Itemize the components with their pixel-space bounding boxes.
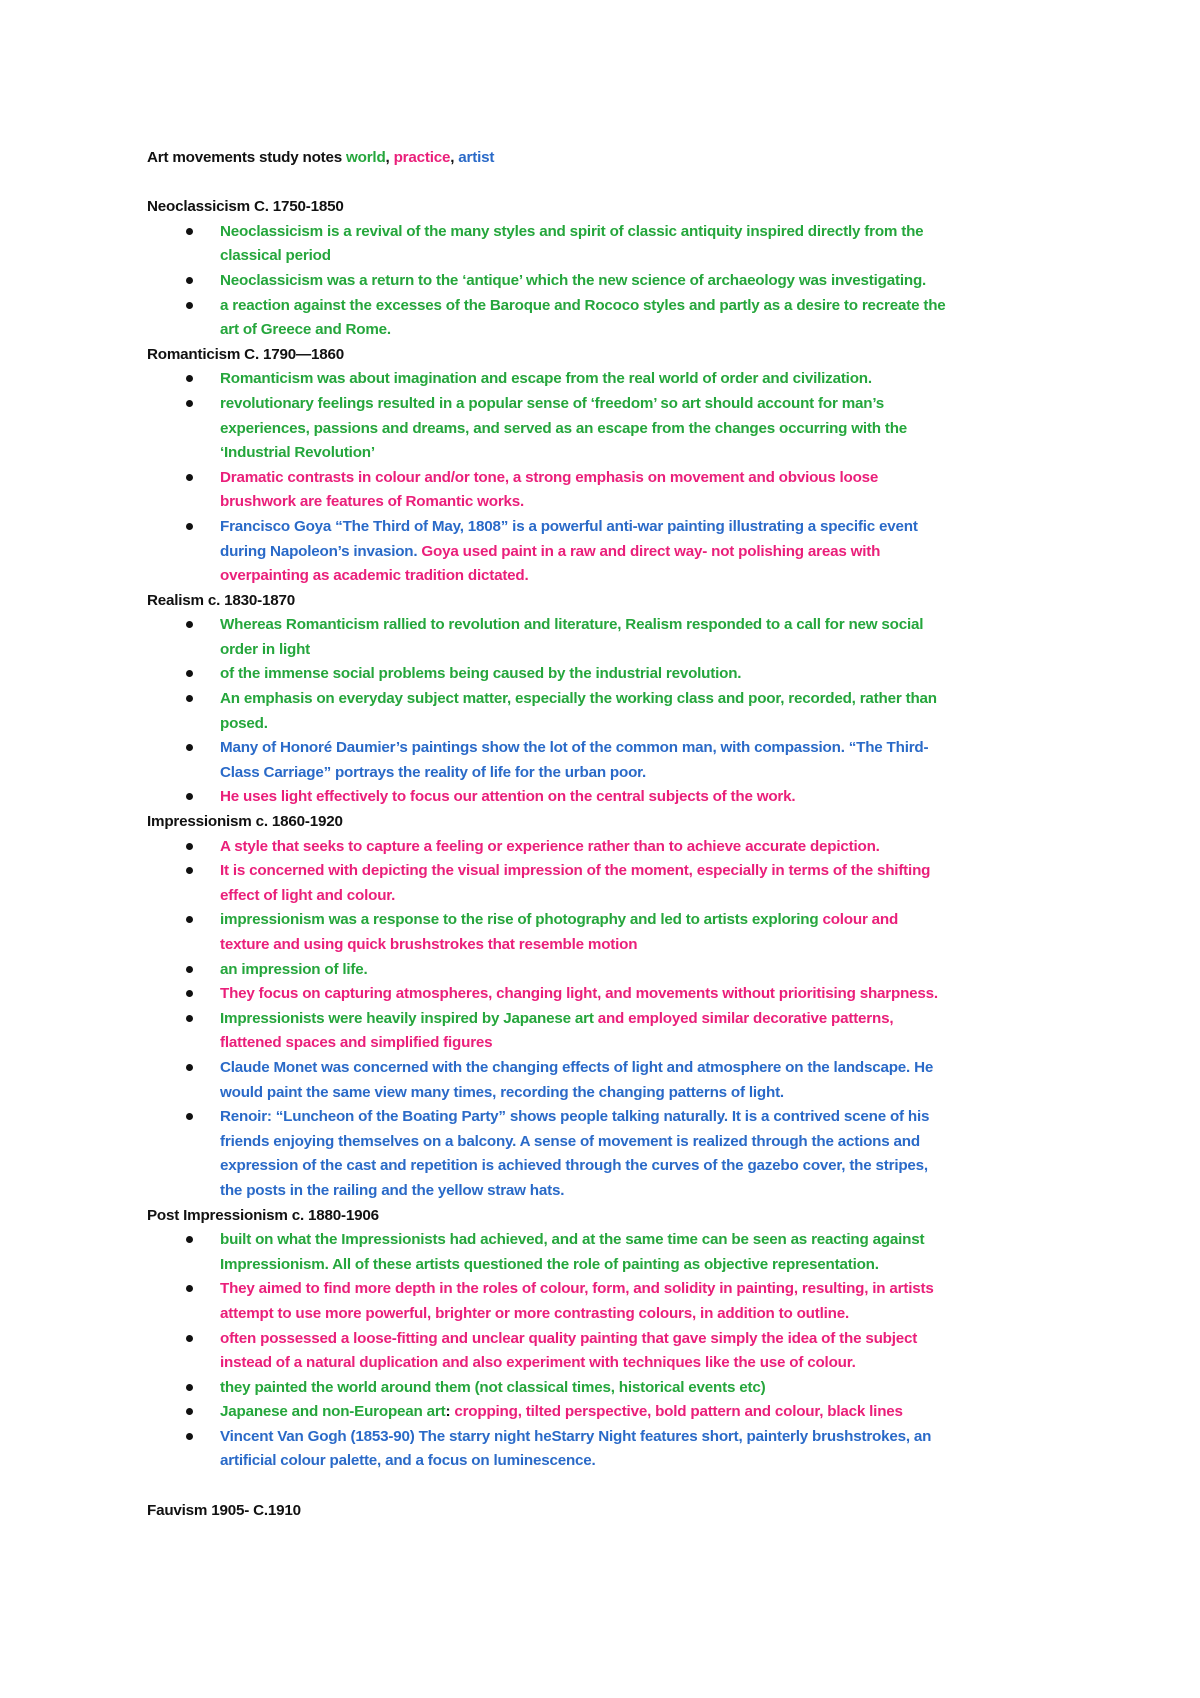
text-line xyxy=(220,1351,1077,1376)
text-segment: art of Greece and Rome. xyxy=(220,321,391,339)
bullet-icon xyxy=(186,1064,193,1071)
text-segment: revolutionary feelings resulted in a popular sense of ‘freedom’ so art should account for man’s xyxy=(220,394,885,412)
text-segment: Impressionists were heavily inspired by Japanese art xyxy=(220,1009,598,1027)
text-line xyxy=(220,1449,1077,1474)
bullet-icon xyxy=(186,277,193,284)
spacer xyxy=(147,171,1077,196)
text-segment: friends enjoying themselves on a balcony. A sense of movement is realized through the actions and xyxy=(220,1132,920,1150)
bullet-icon xyxy=(186,744,193,751)
text-line xyxy=(220,367,1077,392)
text-line xyxy=(220,933,1077,958)
text-line xyxy=(220,294,1077,319)
text-segment: : xyxy=(445,1403,455,1421)
text-segment: They aimed to find more depth in the roles of colour, form, and solidity in painting, resulting, in artists xyxy=(220,1280,934,1298)
spacer xyxy=(147,1474,1077,1499)
text-segment: A style that seeks to capture a feeling or experience rather than to achieve accurate depiction. xyxy=(220,837,880,855)
text-line xyxy=(220,982,1077,1007)
text-segment: colour and xyxy=(822,911,899,929)
text-segment: It is concerned with depicting the visual impression of the moment, especially in terms of the shifting xyxy=(220,862,931,880)
text-segment: experiences, passions and dreams, and served as an escape from the changes occurring with the xyxy=(220,419,908,437)
text-line xyxy=(220,1327,1077,1352)
text-segment: ‘Industrial Revolution’ xyxy=(220,444,375,462)
text-line xyxy=(220,244,1077,269)
title-text: Art movements study notes xyxy=(147,149,347,166)
text-segment: Whereas Romanticism rallied to revolution and literature, Realism responded to a call for new social xyxy=(220,616,924,634)
list-item xyxy=(147,613,1077,662)
title-separator: , xyxy=(450,149,459,166)
bullet-icon xyxy=(186,1384,193,1391)
list-item xyxy=(147,1228,1077,1277)
text-line xyxy=(220,712,1077,737)
text-line xyxy=(220,1376,1077,1401)
text-segment: An emphasis on everyday subject matter, especially the working class and poor, recorded, rather than xyxy=(220,690,937,708)
list-item xyxy=(147,1056,1077,1105)
section-heading: Neoclassicism C. 1750-1850 xyxy=(147,198,344,216)
bullet-icon xyxy=(186,793,193,800)
text-line xyxy=(220,1302,1077,1327)
text-segment: instead of a natural duplication and also experiment with techniques like the use of colour. xyxy=(220,1354,856,1372)
list-item xyxy=(147,662,1077,687)
bullet-icon xyxy=(186,916,193,923)
text-line xyxy=(220,687,1077,712)
list-item xyxy=(147,785,1077,810)
list-item xyxy=(147,736,1077,785)
legend-artist: artist xyxy=(458,149,495,166)
list-item xyxy=(147,958,1077,983)
bullet-icon xyxy=(186,1408,193,1415)
bullet-list xyxy=(147,613,1077,810)
bullet-icon xyxy=(186,228,193,235)
list-item xyxy=(147,1400,1077,1425)
bullet-icon xyxy=(186,990,193,997)
legend-world: world xyxy=(346,149,386,166)
text-segment: classical period xyxy=(220,247,331,265)
text-segment: They focus on capturing atmospheres, changing light, and movements without prioritising sharpness. xyxy=(220,985,938,1003)
text-segment: the posts in the railing and the yellow straw hats. xyxy=(220,1181,565,1199)
text-segment: Francisco Goya “The Third of May, 1808” is a powerful anti-war painting illustrating a specific event xyxy=(220,517,918,535)
text-line xyxy=(220,736,1077,761)
text-segment: Many of Honoré Daumier’s paintings show the lot of the common man, with compassion. “The Third- xyxy=(220,739,929,757)
list-item xyxy=(147,515,1077,589)
list-item xyxy=(147,1327,1077,1376)
title-separator: , xyxy=(385,149,394,166)
list-item xyxy=(147,835,1077,860)
text-segment: often possessed a loose-fitting and unclear quality painting that gave simply the idea of the subject xyxy=(220,1329,918,1347)
list-item xyxy=(147,367,1077,392)
text-segment: Impressionism. All of these artists questioned the role of painting as objective representation. xyxy=(220,1255,879,1273)
text-line xyxy=(220,392,1077,417)
section-heading: Impressionism c. 1860-1920 xyxy=(147,813,343,831)
text-line xyxy=(220,1007,1077,1032)
text-segment: Vincent Van Gogh (1853-90) The starry night heStarry Night features short, painterly brushstrokes, an xyxy=(220,1427,932,1445)
bullet-icon xyxy=(186,670,193,677)
text-line xyxy=(220,1253,1077,1278)
text-line xyxy=(220,441,1077,466)
text-segment: Neoclassicism is a revival of the many styles and spirit of classic antiquity inspired directly from the xyxy=(220,222,924,240)
bullet-icon xyxy=(186,474,193,481)
text-segment: Dramatic contrasts in colour and/or tone, a strong emphasis on movement and obvious loose xyxy=(220,468,879,486)
text-line xyxy=(220,466,1077,491)
text-segment: He uses light effectively to focus our attention on the central subjects of the work. xyxy=(220,788,796,806)
list-item xyxy=(147,1425,1077,1474)
text-segment: Goya used paint in a raw and direct way- not polishing areas with xyxy=(421,542,881,560)
text-line xyxy=(220,318,1077,343)
document-body xyxy=(147,146,1077,1523)
text-segment: artificial colour palette, and a focus on luminescence. xyxy=(220,1452,596,1470)
list-item xyxy=(147,220,1077,269)
bullet-icon xyxy=(186,1113,193,1120)
text-line xyxy=(220,1400,1077,1425)
list-item xyxy=(147,466,1077,515)
bullet-list xyxy=(147,220,1077,343)
text-segment: Claude Monet was concerned with the changing effects of light and atmosphere on the landscape. He xyxy=(220,1058,934,1076)
bullet-icon xyxy=(186,867,193,874)
text-line xyxy=(220,638,1077,663)
text-segment: of the immense social problems being caused by the industrial revolution. xyxy=(220,665,742,683)
text-line xyxy=(220,1154,1077,1179)
bullet-icon xyxy=(186,1285,193,1292)
sections-container xyxy=(147,195,1077,1474)
text-line xyxy=(220,785,1077,810)
list-item xyxy=(147,1376,1077,1401)
text-segment: Neoclassicism was a return to the ‘antique’ which the new science of archaeology was investigating. xyxy=(220,271,927,289)
list-item xyxy=(147,269,1077,294)
text-segment: posed. xyxy=(220,714,268,732)
bullet-icon xyxy=(186,302,193,309)
list-item xyxy=(147,392,1077,466)
text-line xyxy=(220,859,1077,884)
bullet-icon xyxy=(186,523,193,530)
document-title xyxy=(147,146,1077,171)
text-line xyxy=(220,490,1077,515)
text-line xyxy=(220,1105,1077,1130)
bullet-icon xyxy=(186,1433,193,1440)
text-line xyxy=(220,1081,1077,1106)
bullet-icon xyxy=(186,1335,193,1342)
text-segment: Romanticism was about imagination and escape from the real world of order and civilization. xyxy=(220,370,872,388)
bullet-icon xyxy=(186,843,193,850)
text-line xyxy=(220,1056,1077,1081)
bullet-list xyxy=(147,367,1077,588)
text-segment: impressionism was a response to the rise of photography and led to artists exploring xyxy=(220,911,823,929)
bullet-icon xyxy=(186,1236,193,1243)
bullet-icon xyxy=(186,400,193,407)
text-line xyxy=(220,515,1077,540)
bullet-list xyxy=(147,1228,1077,1474)
section-heading-fauvism: Fauvism 1905- C.1910 xyxy=(147,1501,301,1519)
text-line xyxy=(220,884,1077,909)
text-line xyxy=(220,958,1077,983)
list-item xyxy=(147,982,1077,1007)
text-segment: during Napoleon’s invasion. xyxy=(220,542,422,560)
text-segment: flattened spaces and simplified figures xyxy=(220,1034,493,1052)
text-segment: effect of light and colour. xyxy=(220,886,396,904)
text-line xyxy=(220,417,1077,442)
text-line xyxy=(220,1228,1077,1253)
text-segment: an impression of life. xyxy=(220,960,368,978)
legend-practice: practice xyxy=(393,149,451,166)
text-segment: attempt to use more powerful, brighter or more contrasting colours, in addition to outline. xyxy=(220,1304,849,1322)
bullet-icon xyxy=(186,966,193,973)
text-line xyxy=(220,540,1077,565)
text-line xyxy=(220,220,1077,245)
section-heading: Realism c. 1830-1870 xyxy=(147,591,295,609)
text-line xyxy=(220,908,1077,933)
text-segment: built on what the Impressionists had achieved, and at the same time can be seen as reacting against xyxy=(220,1231,925,1249)
text-segment: and employed similar decorative patterns, xyxy=(597,1009,894,1027)
text-segment: order in light xyxy=(220,640,311,658)
list-item xyxy=(147,687,1077,736)
bullet-icon xyxy=(186,621,193,628)
text-line xyxy=(220,1179,1077,1204)
text-segment: a reaction against the excesses of the Baroque and Rococo styles and partly as a desire to recreate the xyxy=(220,296,946,314)
section-heading: Romanticism C. 1790—1860 xyxy=(147,345,344,363)
text-segment: overpainting as academic tradition dictated. xyxy=(220,567,529,585)
text-line xyxy=(220,613,1077,638)
text-segment: Renoir: “Luncheon of the Boating Party” shows people talking naturally. It is a contrived scene of his xyxy=(220,1108,930,1126)
text-segment: they painted the world around them (not classical times, historical events etc) xyxy=(220,1378,766,1396)
text-line xyxy=(220,835,1077,860)
text-segment: brushwork are features of Romantic works. xyxy=(220,493,525,511)
bullet-icon xyxy=(186,1015,193,1022)
list-item xyxy=(147,1105,1077,1203)
list-item xyxy=(147,859,1077,908)
text-segment: Class Carriage” portrays the reality of life for the urban poor. xyxy=(220,763,647,781)
text-segment: texture and using quick brushstrokes that resemble motion xyxy=(220,936,638,953)
text-segment: Japanese and non-European art xyxy=(220,1403,446,1421)
list-item xyxy=(147,908,1077,957)
bullet-icon xyxy=(186,695,193,702)
list-item xyxy=(147,294,1077,343)
list-item xyxy=(147,1007,1077,1056)
text-segment: expression of the cast and repetition is achieved through the curves of the gazebo cover, the stripes, xyxy=(220,1157,928,1175)
text-line xyxy=(220,662,1077,687)
text-line xyxy=(220,564,1077,589)
text-segment: would paint the same view many times, recording the changing patterns of light. xyxy=(220,1083,784,1101)
text-line xyxy=(220,1277,1077,1302)
text-line xyxy=(220,761,1077,786)
text-segment: cropping, tilted perspective, bold pattern and colour, black lines xyxy=(454,1403,903,1421)
text-line xyxy=(220,1130,1077,1155)
text-line xyxy=(220,1425,1077,1450)
text-line xyxy=(220,1031,1077,1056)
bullet-list xyxy=(147,835,1077,1204)
section-heading: Post Impressionism c. 1880-1906 xyxy=(147,1206,379,1224)
text-line xyxy=(220,269,1077,294)
list-item xyxy=(147,1277,1077,1326)
bullet-icon xyxy=(186,375,193,382)
